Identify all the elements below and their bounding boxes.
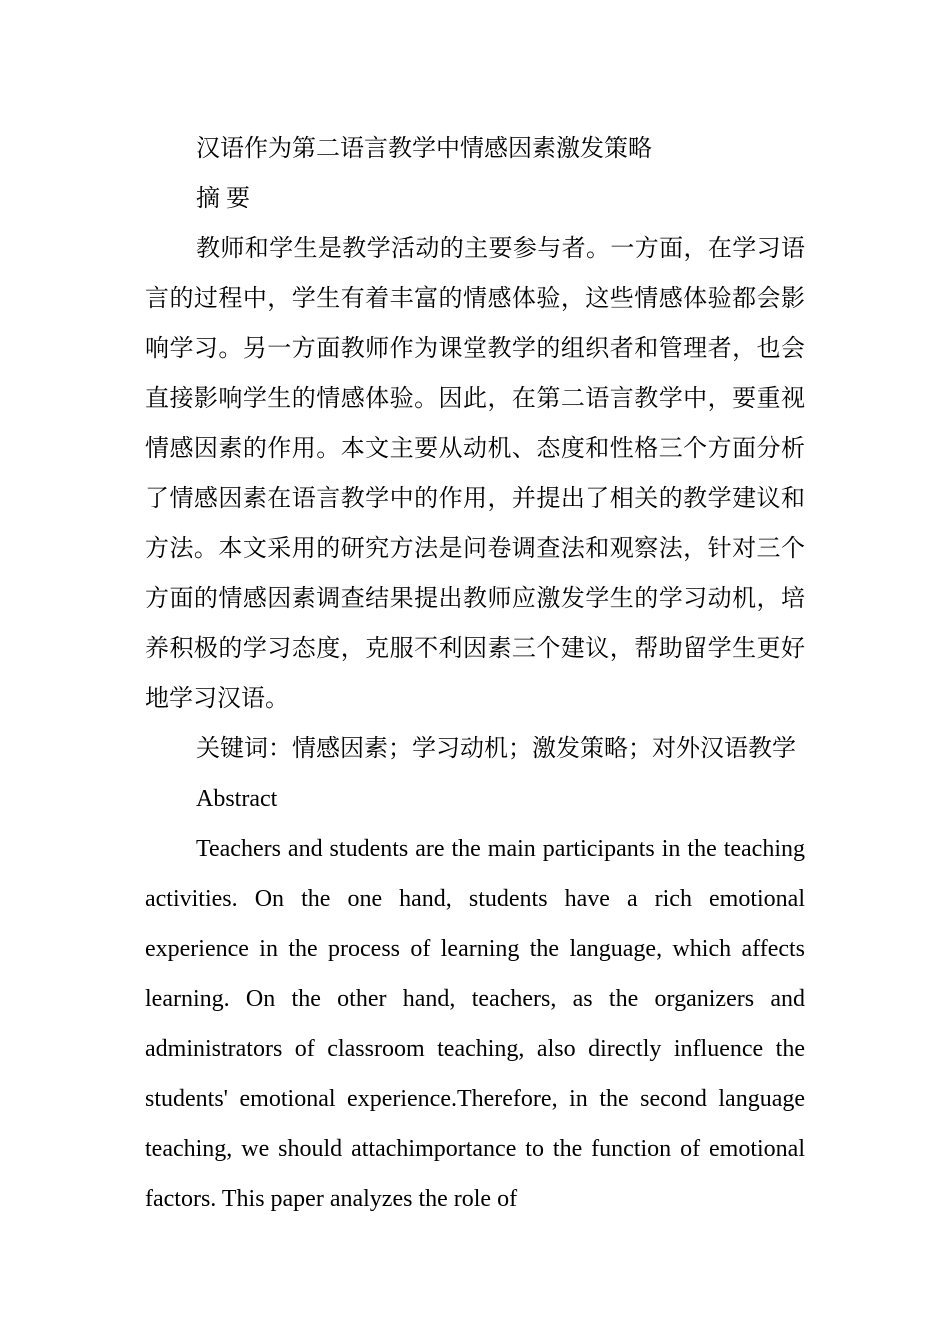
document-title: 汉语作为第二语言教学中情感因素激发策略 (196, 136, 652, 162)
keywords-cn: 关键词：情感因素；学习动机；激发策略；对外汉语教学 (196, 736, 796, 762)
document-page (145, 124, 805, 1224)
abstract-heading-en: Abstract (196, 786, 278, 812)
abstract-body-en: Teachers and students are the main participants in the teaching activities. On the one hand, students have a rich emotional experience in the process of learning the language, which affects learning. On the other hand, teachers, as the organizers and administrators of classroom teaching, also directly influence the students' emotional experience.Therefore, in the second language teaching, we should attachimportance to the function of emotional factors. This paper analyzes the role of (145, 836, 805, 1212)
abstract-heading-cn: 摘 要 (196, 186, 250, 212)
abstract-body-cn: 教师和学生是教学活动的主要参与者。一方面，在学习语言的过程中，学生有着丰富的情感体验，这些情感体验都会影响学习。另一方面教师作为课堂教学的组织者和管理者，也会直接影响学生的情感体验。因此，在第二语言教学中，要重视情感因素的作用。本文主要从动机、态度和性格三个方面分析了情感因素在语言教学中的作用，并提出了相关的教学建议和方法。本文采用的研究方法是问卷调查法和观察法，针对三个方面的情感因素调查结果提出教师应激发学生的学习动机，培养积极的学习态度，克服不利因素三个建议，帮助留学生更好地学习汉语。 (145, 236, 805, 712)
